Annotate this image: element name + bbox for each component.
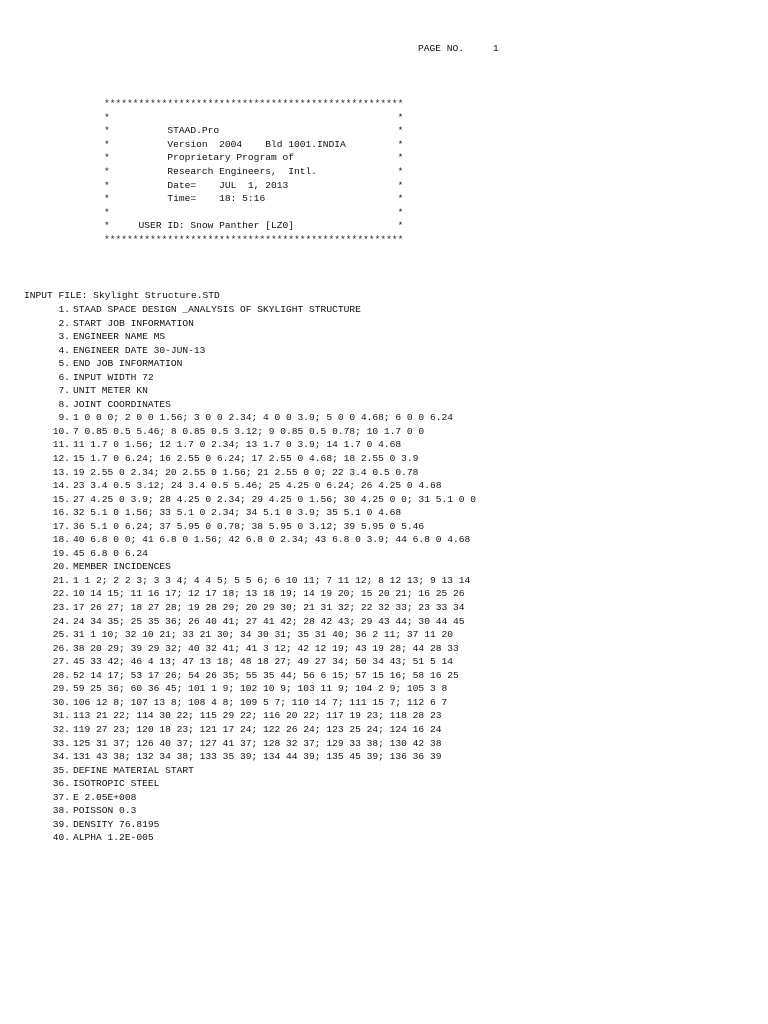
line-text: 59 25 36; 60 36 45; 101 1 9; 102 10 9; 103 11 9; 104 2 9; 105 3 8 bbox=[73, 683, 448, 695]
banner-line: **************************************************** bbox=[104, 233, 404, 245]
listing-row bbox=[24, 587, 476, 601]
listing-row bbox=[24, 533, 476, 547]
line-number: 1. bbox=[58, 304, 70, 315]
line-number: 26. bbox=[52, 642, 70, 654]
line-text: MEMBER INCIDENCES bbox=[73, 561, 171, 573]
line-number: 16. bbox=[52, 507, 70, 519]
listing-row bbox=[24, 438, 476, 452]
line-number: 4. bbox=[58, 344, 70, 356]
line-text: 52 14 17; 53 17 26; 54 26 35; 55 35 44; 56 6 15; 57 15 16; 58 16 25 bbox=[73, 669, 459, 681]
line-text: 1 1 2; 2 2 3; 3 3 4; 4 4 5; 5 5 6; 6 10 11; 7 11 12; 8 12 13; 9 13 14 bbox=[73, 574, 471, 586]
input-listing bbox=[24, 303, 476, 845]
listing-row bbox=[24, 303, 476, 317]
line-text: 27 4.25 0 3.9; 28 4.25 0 2.34; 29 4.25 0 1.56; 30 4.25 0 0; 31 5.1 0 0 bbox=[73, 493, 477, 505]
listing-row bbox=[24, 479, 476, 493]
listing-row bbox=[24, 628, 476, 642]
banner-line: * * bbox=[104, 206, 404, 218]
line-number: 28. bbox=[52, 669, 70, 681]
listing-row bbox=[24, 791, 476, 805]
listing-row bbox=[24, 669, 476, 683]
line-text: ISOTROPIC STEEL bbox=[73, 778, 160, 790]
program-banner bbox=[104, 97, 403, 247]
line-number: 3. bbox=[58, 331, 70, 343]
line-text: DEFINE MATERIAL START bbox=[73, 764, 194, 776]
line-number: 10. bbox=[52, 425, 70, 437]
line-text: 36 5.1 0 6.24; 37 5.95 0 0.78; 38 5.95 0 3.12; 39 5.95 0 5.46 bbox=[73, 520, 425, 532]
line-number: 11. bbox=[52, 439, 70, 451]
banner-line: * Proprietary Program of * bbox=[104, 152, 404, 164]
listing-row bbox=[24, 357, 476, 371]
listing-row bbox=[24, 520, 476, 534]
line-number: 23. bbox=[52, 602, 70, 614]
listing-row bbox=[24, 425, 476, 439]
listing-row bbox=[24, 818, 476, 832]
line-text: 23 3.4 0.5 3.12; 24 3.4 0.5 5.46; 25 4.25 0 6.24; 26 4.25 0 4.68 bbox=[73, 480, 442, 492]
listing-row bbox=[24, 452, 476, 466]
line-text: 45 33 42; 46 4 13; 47 13 18; 48 18 27; 49 27 34; 50 34 43; 51 5 14 bbox=[73, 656, 453, 668]
listing-row bbox=[24, 750, 476, 764]
banner-line: * USER ID: Snow Panther [LZ0] * bbox=[104, 220, 404, 232]
line-text: E 2.05E+008 bbox=[73, 791, 137, 803]
listing-row bbox=[24, 330, 476, 344]
listing-row bbox=[24, 506, 476, 520]
line-number: 2. bbox=[58, 317, 70, 329]
line-number: 29. bbox=[52, 683, 70, 695]
line-text: STAAD SPACE DESIGN _ANALYSIS OF SKYLIGHT STRUCTURE bbox=[73, 304, 361, 315]
line-number: 15. bbox=[52, 493, 70, 505]
banner-line: * Time= 18: 5:16 * bbox=[104, 193, 404, 205]
line-number: 19. bbox=[52, 547, 70, 559]
line-number: 12. bbox=[52, 453, 70, 465]
line-text: END JOB INFORMATION bbox=[73, 358, 183, 370]
line-number: 8. bbox=[58, 398, 70, 410]
listing-row bbox=[24, 547, 476, 561]
banner-line: * Research Engineers, Intl. * bbox=[104, 165, 404, 177]
line-text: 45 6.8 0 6.24 bbox=[73, 547, 148, 559]
line-text: 19 2.55 0 2.34; 20 2.55 0 1.56; 21 2.55 0 0; 22 3.4 0.5 0.78 bbox=[73, 466, 419, 478]
listing-row bbox=[24, 601, 476, 615]
line-number: 37. bbox=[52, 791, 70, 803]
line-text: 17 26 27; 18 27 28; 19 28 29; 20 29 30; 21 31 32; 22 32 33; 23 33 34 bbox=[73, 602, 465, 614]
banner-line: * STAAD.Pro * bbox=[104, 125, 404, 137]
line-text: ENGINEER DATE 30-JUN-13 bbox=[73, 344, 206, 356]
line-number: 32. bbox=[52, 723, 70, 735]
listing-row bbox=[24, 642, 476, 656]
line-text: 1 0 0 0; 2 0 0 1.56; 3 0 0 2.34; 4 0 0 3.9; 5 0 0 4.68; 6 0 0 6.24 bbox=[73, 412, 453, 424]
banner-line: * Date= JUL 1, 2013 * bbox=[104, 179, 404, 191]
listing-row bbox=[24, 411, 476, 425]
line-number: 35. bbox=[52, 764, 70, 776]
line-text: 24 34 35; 25 35 36; 26 40 41; 27 41 42; 28 42 43; 29 43 44; 30 44 45 bbox=[73, 615, 465, 627]
line-number: 31. bbox=[52, 710, 70, 722]
line-number: 40. bbox=[52, 832, 70, 844]
line-number: 30. bbox=[52, 696, 70, 708]
listing-row bbox=[24, 737, 476, 751]
listing-row bbox=[24, 764, 476, 778]
line-text: 10 14 15; 11 16 17; 12 17 18; 13 18 19; 14 19 20; 15 20 21; 16 25 26 bbox=[73, 588, 465, 600]
line-number: 24. bbox=[52, 615, 70, 627]
line-text: 32 5.1 0 1.56; 33 5.1 0 2.34; 34 5.1 0 3.9; 35 5.1 0 4.68 bbox=[73, 507, 402, 519]
line-number: 33. bbox=[52, 737, 70, 749]
line-text: 11 1.7 0 1.56; 12 1.7 0 2.34; 13 1.7 0 3.9; 14 1.7 0 4.68 bbox=[73, 439, 402, 451]
listing-row bbox=[24, 723, 476, 737]
page-number: 1 bbox=[492, 43, 499, 54]
listing-row bbox=[24, 398, 476, 412]
listing-row bbox=[24, 777, 476, 791]
line-text: 119 27 23; 120 18 23; 121 17 24; 122 26 24; 123 25 24; 124 16 24 bbox=[73, 723, 442, 735]
line-text: START JOB INFORMATION bbox=[73, 317, 194, 329]
line-number: 18. bbox=[52, 534, 70, 546]
line-number: 9. bbox=[58, 412, 70, 424]
line-number: 27. bbox=[52, 656, 70, 668]
line-text: 38 20 29; 39 29 32; 40 32 41; 41 3 12; 42 12 19; 43 19 28; 44 28 33 bbox=[73, 642, 459, 654]
line-number: 14. bbox=[52, 480, 70, 492]
line-text: 125 31 37; 126 40 37; 127 41 37; 128 32 37; 129 33 38; 130 42 38 bbox=[73, 737, 442, 749]
line-text: 106 12 8; 107 13 8; 108 4 8; 109 5 7; 110 14 7; 111 15 7; 112 6 7 bbox=[73, 696, 448, 708]
line-number: 21. bbox=[52, 574, 70, 586]
listing-row bbox=[24, 804, 476, 818]
line-number: 22. bbox=[52, 588, 70, 600]
line-text: 15 1.7 0 6.24; 16 2.55 0 6.24; 17 2.55 0 4.68; 18 2.55 0 3.9 bbox=[73, 453, 419, 465]
line-text: ALPHA 1.2E-005 bbox=[73, 832, 154, 844]
listing-row bbox=[24, 371, 476, 385]
line-number: 13. bbox=[52, 466, 70, 478]
line-text: INPUT WIDTH 72 bbox=[73, 371, 154, 383]
listing-row bbox=[24, 831, 476, 845]
page-header bbox=[418, 42, 499, 56]
listing-row bbox=[24, 696, 476, 710]
line-number: 5. bbox=[58, 358, 70, 370]
listing-row bbox=[24, 317, 476, 331]
line-number: 36. bbox=[52, 778, 70, 790]
listing-row bbox=[24, 615, 476, 629]
line-text: POISSON 0.3 bbox=[73, 805, 137, 817]
line-text: 113 21 22; 114 30 22; 115 29 22; 116 20 22; 117 19 23; 118 28 23 bbox=[73, 710, 442, 722]
page-number-label: PAGE NO. bbox=[418, 43, 465, 54]
banner-line: * Version 2004 Bld 1001.INDIA * bbox=[104, 138, 404, 150]
listing-row bbox=[24, 709, 476, 723]
listing-row bbox=[24, 682, 476, 696]
line-number: 17. bbox=[52, 520, 70, 532]
line-text: 40 6.8 0 0; 41 6.8 0 1.56; 42 6.8 0 2.34; 43 6.8 0 3.9; 44 6.8 0 4.68 bbox=[73, 534, 471, 546]
line-number: 25. bbox=[52, 629, 70, 641]
banner-line: **************************************************** bbox=[104, 98, 404, 109]
listing-row bbox=[24, 560, 476, 574]
listing-row bbox=[24, 344, 476, 358]
line-text: 31 1 10; 32 10 21; 33 21 30; 34 30 31; 35 31 40; 36 2 11; 37 11 20 bbox=[73, 629, 453, 641]
listing-row bbox=[24, 655, 476, 669]
listing-row bbox=[24, 493, 476, 507]
line-number: 38. bbox=[52, 805, 70, 817]
line-text: ENGINEER NAME MS bbox=[73, 331, 166, 343]
banner-line: * * bbox=[104, 111, 404, 123]
line-text: DENSITY 76.8195 bbox=[73, 818, 160, 830]
line-text: 131 43 38; 132 34 38; 133 35 39; 134 44 39; 135 45 39; 136 36 39 bbox=[73, 751, 442, 763]
input-file-line: INPUT FILE: Skylight Structure.STD bbox=[24, 290, 220, 301]
line-text: JOINT COORDINATES bbox=[73, 398, 171, 410]
line-number: 39. bbox=[52, 818, 70, 830]
listing-row bbox=[24, 466, 476, 480]
listing-row bbox=[24, 574, 476, 588]
line-text: 7 0.85 0.5 5.46; 8 0.85 0.5 3.12; 9 0.85 0.5 0.78; 10 1.7 0 0 bbox=[73, 425, 425, 437]
line-number: 34. bbox=[52, 751, 70, 763]
listing-row bbox=[24, 384, 476, 398]
line-number: 6. bbox=[58, 371, 70, 383]
line-number: 7. bbox=[58, 385, 70, 397]
line-number: 20. bbox=[52, 561, 70, 573]
line-text: UNIT METER KN bbox=[73, 385, 148, 397]
